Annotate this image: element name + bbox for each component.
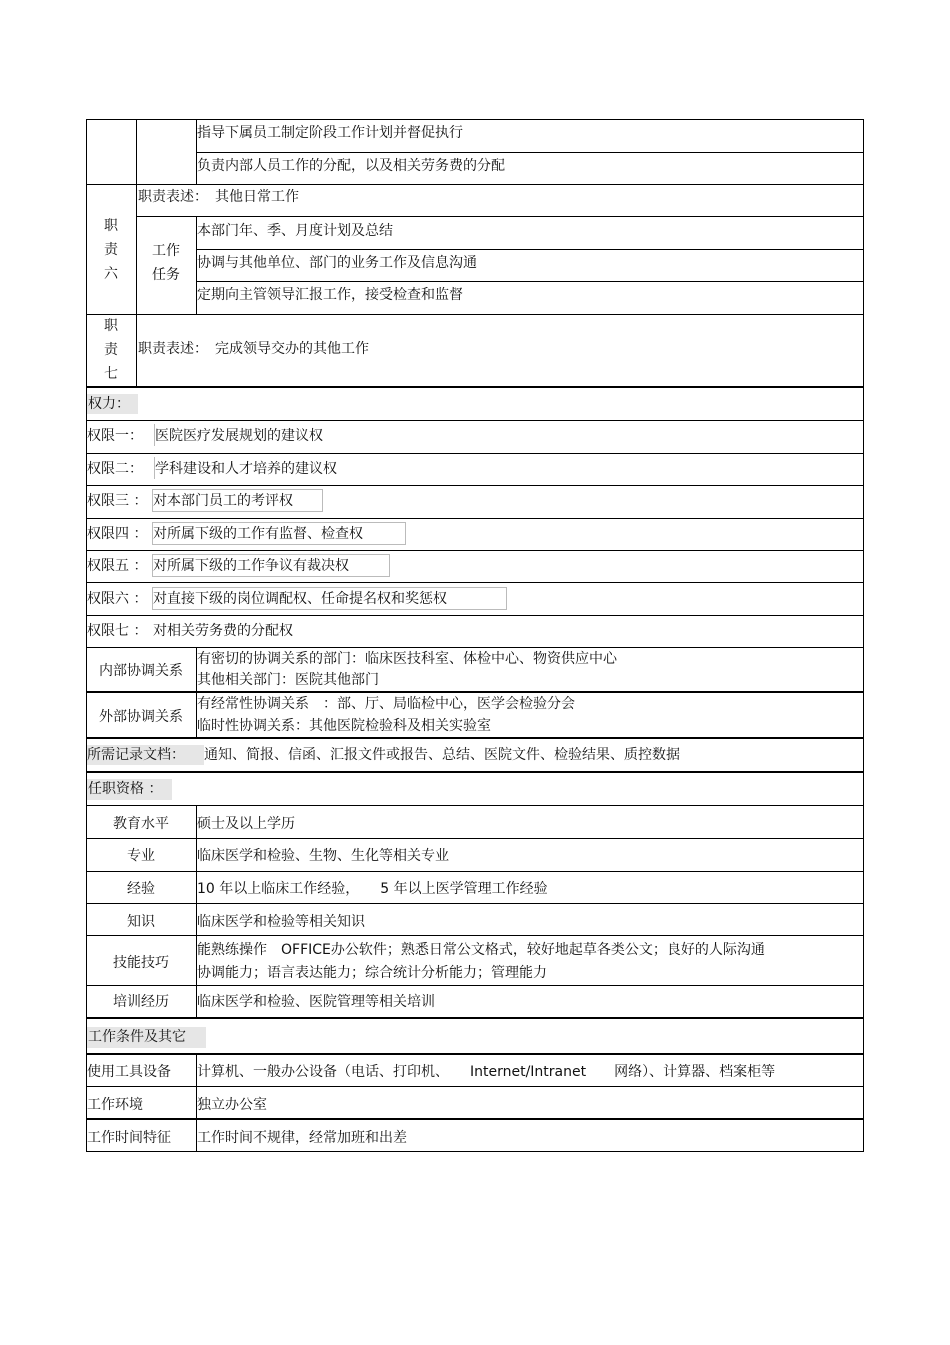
qualification-value: 能熟练操作 OFFICE办公软件；熟悉日常公文格式，较好地起草各类公文；良好的人际沟通 xyxy=(197,942,765,958)
authority-header: 权力： xyxy=(88,396,130,412)
rule xyxy=(86,871,864,872)
rule xyxy=(86,550,864,551)
rule xyxy=(86,805,864,806)
rule xyxy=(86,1017,864,1019)
qualification-value: 临床医学和检验等相关知识 xyxy=(197,914,365,930)
duty6-task-label xyxy=(136,239,196,287)
authority-label: 权限六 ： xyxy=(87,591,148,607)
records-label: 所需记录文档： xyxy=(87,747,185,763)
authority-text: 对所属下级的工作有监督、检查权 xyxy=(153,526,363,542)
records-text: 通知、简报、信函、汇报文件或报告、总结、医院文件、检验结果、质控数据 xyxy=(204,747,680,763)
conditions-label: 工作环境 xyxy=(87,1097,143,1113)
internal-coordination-line: 其他相关部门：医院其他部门 xyxy=(197,672,379,688)
qualification-value: 10 年以上临床工作经验， 5 年以上医学管理工作经验 xyxy=(197,881,548,897)
duty6-task: 本部门年、季、月度计划及总结 xyxy=(197,223,393,239)
rule xyxy=(86,386,864,388)
label-char: 职 xyxy=(104,218,118,234)
conditions-value: 独立办公室 xyxy=(197,1097,267,1113)
rule xyxy=(86,615,864,616)
rule xyxy=(136,314,137,387)
rule xyxy=(86,737,864,739)
authority-label: 权限二： xyxy=(87,461,143,477)
rule xyxy=(86,903,864,904)
conditions-label: 工作时间特征 xyxy=(87,1130,171,1146)
rule xyxy=(136,216,864,217)
duty6-task: 定期向主管领导汇报工作，接受检查和监督 xyxy=(197,287,463,303)
rule xyxy=(86,485,864,486)
rule xyxy=(86,184,864,185)
qualification-label: 技能技巧 xyxy=(113,955,169,971)
qualification-header: 任职资格 ： xyxy=(88,781,163,797)
rule xyxy=(196,152,864,153)
authority-label: 权限四 ： xyxy=(87,526,148,542)
rule xyxy=(86,771,864,773)
rule xyxy=(86,691,864,693)
conditions-label: 使用工具设备 xyxy=(87,1064,171,1080)
label-char: 责 xyxy=(104,242,118,258)
rule xyxy=(86,1053,864,1055)
internal-coordination-label: 内部协调关系 xyxy=(99,663,183,679)
duty6-task: 协调与其他单位、部门的业务工作及信息沟通 xyxy=(197,255,477,271)
authority-label: 权限一： xyxy=(87,428,143,444)
qualification-value: 协调能力；语言表达能力；综合统计分析能力；管理能力 xyxy=(197,965,547,981)
rule xyxy=(196,249,864,250)
duty6-label xyxy=(86,214,136,286)
rule xyxy=(86,314,864,315)
rule xyxy=(86,1086,864,1087)
label-char: 七 xyxy=(104,366,118,382)
qualification-label: 培训经历 xyxy=(113,994,169,1010)
authority-text: 学科建设和人才培养的建议权 xyxy=(155,461,337,477)
rule xyxy=(86,582,864,583)
authority-label: 权限五 ： xyxy=(87,558,148,574)
authority-text: 对所属下级的工作争议有裁决权 xyxy=(153,558,349,574)
rule xyxy=(86,119,864,120)
duty-item: 指导下属员工制定阶段工作计划并督促执行 xyxy=(197,125,463,141)
external-coordination-line: 临时性协调关系：其他医院检验科及相关实验室 xyxy=(197,718,491,734)
label-char: 六 xyxy=(104,266,118,282)
rule xyxy=(86,985,864,986)
label-line: 任务 xyxy=(152,267,180,283)
qualification-value: 硕士及以上学历 xyxy=(197,816,295,832)
authority-label: 权限三 ： xyxy=(87,493,148,509)
internal-coordination-line: 有密切的协调关系的部门：临床医技科室、体检中心、物资供应中心 xyxy=(197,651,617,667)
qualification-value: 临床医学和检验、医院管理等相关培训 xyxy=(197,994,435,1010)
rule xyxy=(863,387,864,1151)
label-line: 工作 xyxy=(152,243,180,259)
conditions-value: 工作时间不规律，经常加班和出差 xyxy=(197,1130,407,1146)
rule xyxy=(86,420,864,421)
duty7-statement: 职责表述： 完成领导交办的其他工作 xyxy=(138,341,369,357)
authority-text: 对直接下级的岗位调配权、任命提名权和奖惩权 xyxy=(153,591,447,607)
qualification-label: 经验 xyxy=(127,881,155,897)
authority-text: 医院医疗发展规划的建议权 xyxy=(155,428,323,444)
qualification-value: 临床医学和检验、生物、生化等相关专业 xyxy=(197,848,449,864)
rule xyxy=(86,453,864,454)
rule xyxy=(196,281,864,282)
conditions-value: 计算机、一般办公设备（电话、打印机、 Internet/Intranet 网络）、计算器、档案柜等 xyxy=(197,1064,776,1080)
label-char: 责 xyxy=(104,342,118,358)
qualification-label: 知识 xyxy=(127,914,155,930)
rule xyxy=(86,647,864,648)
rule xyxy=(86,1151,864,1152)
label-char: 职 xyxy=(104,318,118,334)
external-coordination-label: 外部协调关系 xyxy=(99,709,183,725)
authority-text: 对相关劳务费的分配权 xyxy=(153,623,293,639)
duty7-label xyxy=(86,314,136,386)
qualification-label: 教育水平 xyxy=(113,816,169,832)
duty-item: 负责内部人员工作的分配，以及相关劳务费的分配 xyxy=(197,158,505,174)
duty6-statement: 职责表述： 其他日常工作 xyxy=(138,189,299,205)
external-coordination-line: 有经常性协调关系 ：部、厅、局临检中心，医学会检验分会 xyxy=(197,696,575,712)
rule xyxy=(863,119,864,387)
authority-label: 权限七 ： xyxy=(87,623,148,639)
rule xyxy=(86,935,864,936)
rule xyxy=(86,1118,864,1120)
rule xyxy=(86,838,864,839)
rule xyxy=(86,518,864,519)
qualification-label: 专业 xyxy=(127,848,155,864)
authority-text: 对本部门员工的考评权 xyxy=(153,493,293,509)
conditions-header: 工作条件及其它 xyxy=(88,1029,186,1045)
